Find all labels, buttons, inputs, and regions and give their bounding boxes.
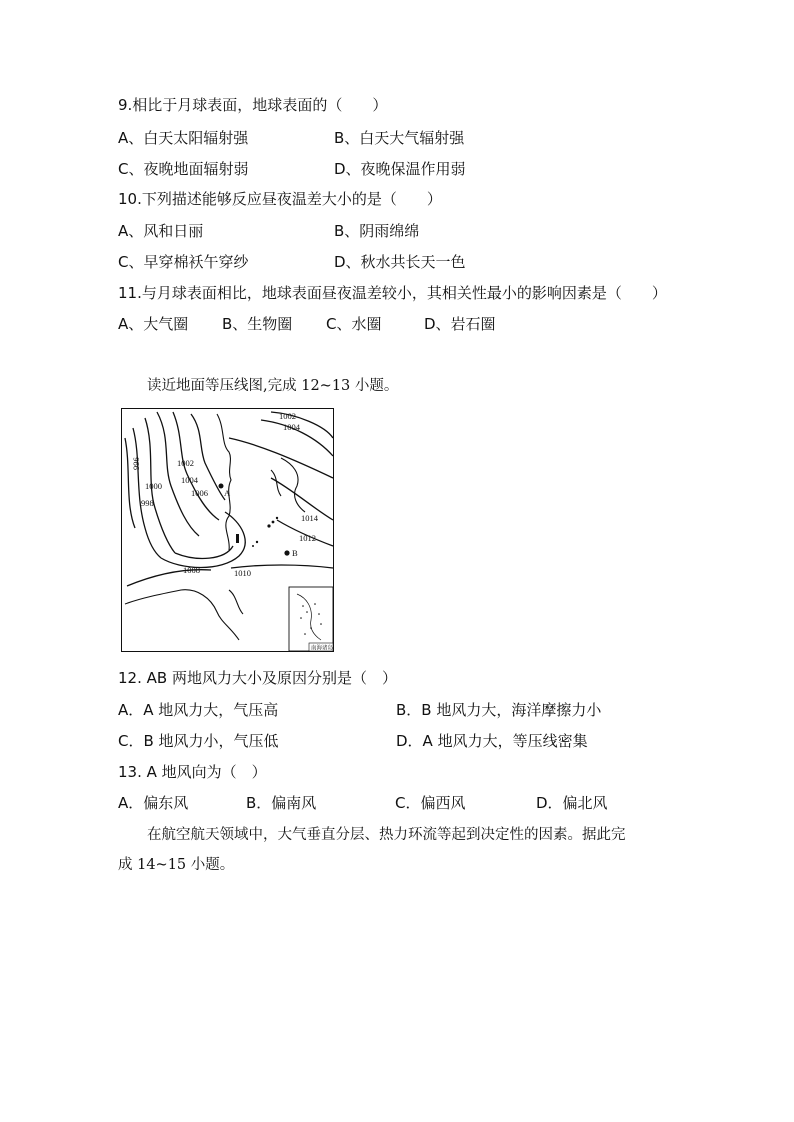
question-10-stem: 10.下列描述能够反应昼夜温差大小的是（ ） (118, 190, 442, 208)
question-11-option-a: A、大气圈 (118, 315, 189, 333)
point-a-label: A (224, 488, 231, 498)
isobar-map (121, 408, 334, 652)
point-b-marker (284, 550, 289, 555)
isobar-label-1014: 1014 (301, 513, 318, 523)
intro-questions-14-15-line-1: 在航空航天领域中，大气垂直分层、热力环流等起到决定性的因素。据此完 (147, 827, 626, 843)
question-9-option-b: B、白天大气辐射强 (334, 129, 465, 147)
question-11-option-b: B、生物圈 (222, 315, 293, 333)
question-11-option-d: D、岩石圈 (424, 315, 496, 333)
isobar-label-1000: 1000 (145, 481, 162, 491)
south-sea-inset (289, 587, 334, 652)
point-a-marker (219, 484, 224, 489)
intro-questions-12-13: 读近地面等压线图,完成 12~13 小题。 (147, 378, 399, 394)
question-9-option-a: A、白天太阳辐射强 (118, 129, 249, 147)
intro-questions-14-15-line-2: 成 14~15 小题。 (118, 857, 235, 873)
question-12-stem: 12. AB 两地风力大小及原因分别是（ ） (118, 669, 397, 687)
question-9-option-c: C、夜晚地面辐射弱 (118, 160, 249, 178)
isobar-label-1004-north: 1004 (283, 422, 300, 432)
question-10-option-c: C、早穿棉袄午穿纱 (118, 253, 249, 271)
isobar-label-1010: 1010 (234, 568, 251, 578)
isobar-label-1004-west: 1004 (181, 475, 198, 485)
question-13-option-b: B．偏南风 (246, 794, 317, 812)
question-13-option-d: D．偏北风 (536, 794, 608, 812)
isobar-label-996: 996 (131, 457, 141, 470)
question-13-option-c: C．偏西风 (395, 794, 466, 812)
question-11-option-c: C、水圈 (326, 315, 382, 333)
inset-label: 南海诸岛 (311, 645, 334, 652)
question-13-stem: 13. A 地风向为（ ） (118, 763, 267, 781)
isobar-label-1002-west: 1002 (177, 458, 194, 468)
point-b-label: B (292, 548, 298, 558)
question-12-option-b: B．B 地风力大，海洋摩擦力小 (396, 701, 602, 719)
question-10-option-d: D、秋水共长天一色 (334, 253, 466, 271)
isobar-label-1002-north: 1002 (279, 411, 296, 421)
question-9-stem: 9.相比于月球表面，地球表面的（ ） (118, 96, 388, 114)
question-12-option-d: D．A 地风力大，等压线密集 (396, 732, 588, 750)
question-10-option-b: B、阴雨绵绵 (334, 222, 420, 240)
question-11-stem: 11.与月球表面相比，地球表面昼夜温差较小，其相关性最小的影响因素是（ ） (118, 284, 667, 302)
isobar-label-1006: 1006 (191, 488, 208, 498)
taiwan-island (236, 534, 239, 543)
isobar-label-1008: 1008 (183, 565, 200, 575)
question-9-option-d: D、夜晚保温作用弱 (334, 160, 466, 178)
isobar-label-998: 998 (141, 498, 154, 508)
question-12-option-c: C．B 地风力小，气压低 (118, 732, 279, 750)
question-10-option-a: A、风和日丽 (118, 222, 204, 240)
question-13-option-a: A．偏东风 (118, 794, 189, 812)
isobar-label-1012: 1012 (299, 533, 316, 543)
question-12-option-a: A．A 地风力大，气压高 (118, 701, 279, 719)
